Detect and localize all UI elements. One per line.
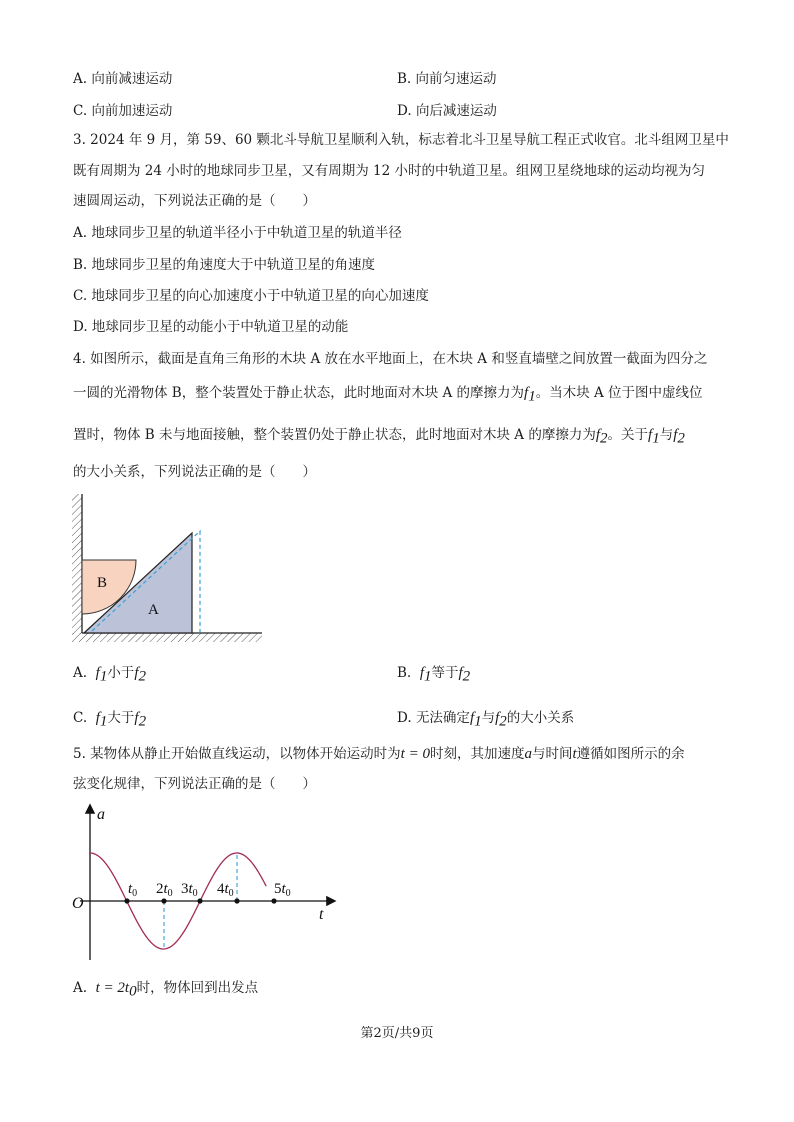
q5-option-a: A. $t = 2t_0$时，物体回到出发点 [73, 980, 259, 1000]
q4-option-c: C. $f_1$大于$f_2$ [73, 710, 147, 730]
q3-stem-line-3: 速圆周运动，下列说法正确的是（ ） [73, 193, 316, 209]
tick-label-3t0: $3t_0$ [181, 881, 198, 899]
dot-4t0 [234, 898, 239, 903]
y-axis-label: a [97, 806, 105, 823]
q3-option-d: D. 地球同步卫星的动能小于中轨道卫星的动能 [73, 319, 349, 335]
q2-option-d: D. 向后减速运动 [397, 103, 497, 119]
q4-figure [66, 492, 266, 644]
q4-option-b: B. $f_1$等于$f_2$ [397, 665, 471, 685]
dot-5t0 [271, 898, 276, 903]
q5-stem-line-2: 弦变化规律，下列说法正确的是（ ） [73, 776, 316, 792]
q2-option-b: B. 向前匀速运动 [397, 71, 497, 87]
q3-stem-line-1: 3. 2024 年 9 月，第 59、60 颗北斗导航卫星顺利入轨，标志着北斗卫星导航工程正式收官。北斗组网卫星中 [73, 132, 729, 148]
q5-stem-line-1: 5. 某物体从静止开始做直线运动，以物体开始运动时为t = 0时刻，其加速度a与时间t遵循如图所示的余 [73, 746, 685, 762]
q3-option-a: A. 地球同步卫星的轨道半径小于中轨道卫星的轨道半径 [73, 225, 402, 241]
q3-stem-line-2: 既有周期为 24 小时的地球同步卫星，又有周期为 12 小时的中轨道卫星。组网卫星绕地球的运动均视为匀 [73, 163, 706, 179]
wall-hatch [72, 494, 82, 634]
q4-stem-line-1: 4. 如图所示，截面是直角三角形的木块 A 放在水平地面上，在木块 A 和竖直墙壁之间放置一截面为四分之 [73, 351, 708, 367]
q3-option-c: C. 地球同步卫星的向心加速度小于中轨道卫星的向心加速度 [73, 288, 429, 304]
dot-t0 [124, 898, 129, 903]
q4-stem-line-3: 置时，物体 B 未与地面接触，整个装置仍处于静止状态，此时地面对木块 A 的摩擦力为$f_2$。关于$f_1$与$f_2$ [73, 427, 685, 447]
page-footer: 第2页/共9页 [360, 1026, 434, 1041]
tick-label-t0: $t_0$ [128, 881, 138, 899]
dot-3t0 [197, 898, 202, 903]
dot-2t0 [161, 898, 166, 903]
q4-option-a: A. $f_1$小于$f_2$ [73, 665, 146, 685]
q5-figure [66, 800, 346, 966]
tick-label-4t0: $4t_0$ [217, 881, 234, 899]
x-axis-label: t [319, 906, 324, 923]
tick-label-5t0: $5t_0$ [274, 881, 291, 899]
q4-stem-line-4: 的大小关系，下列说法正确的是（ ） [73, 464, 316, 480]
origin-label: O [72, 895, 84, 912]
ground-hatch [72, 633, 262, 642]
q2-option-a: A. 向前减速运动 [73, 71, 173, 87]
label-b: B [97, 575, 108, 591]
q4-stem-line-2: 一圆的光滑物体 B，整个装置处于静止状态，此时地面对木块 A 的摩擦力为$f_1$。当木块 A 位于图中虚线位 [73, 385, 703, 405]
label-a: A [148, 602, 159, 618]
q4-option-d: D. 无法确定$f_1$与$f_2$的大小关系 [397, 710, 575, 730]
q3-option-b: B. 地球同步卫星的角速度大于中轨道卫星的角速度 [73, 257, 376, 273]
q2-option-c: C. 向前加速运动 [73, 103, 173, 119]
tick-label-2t0: $2t_0$ [156, 881, 173, 899]
